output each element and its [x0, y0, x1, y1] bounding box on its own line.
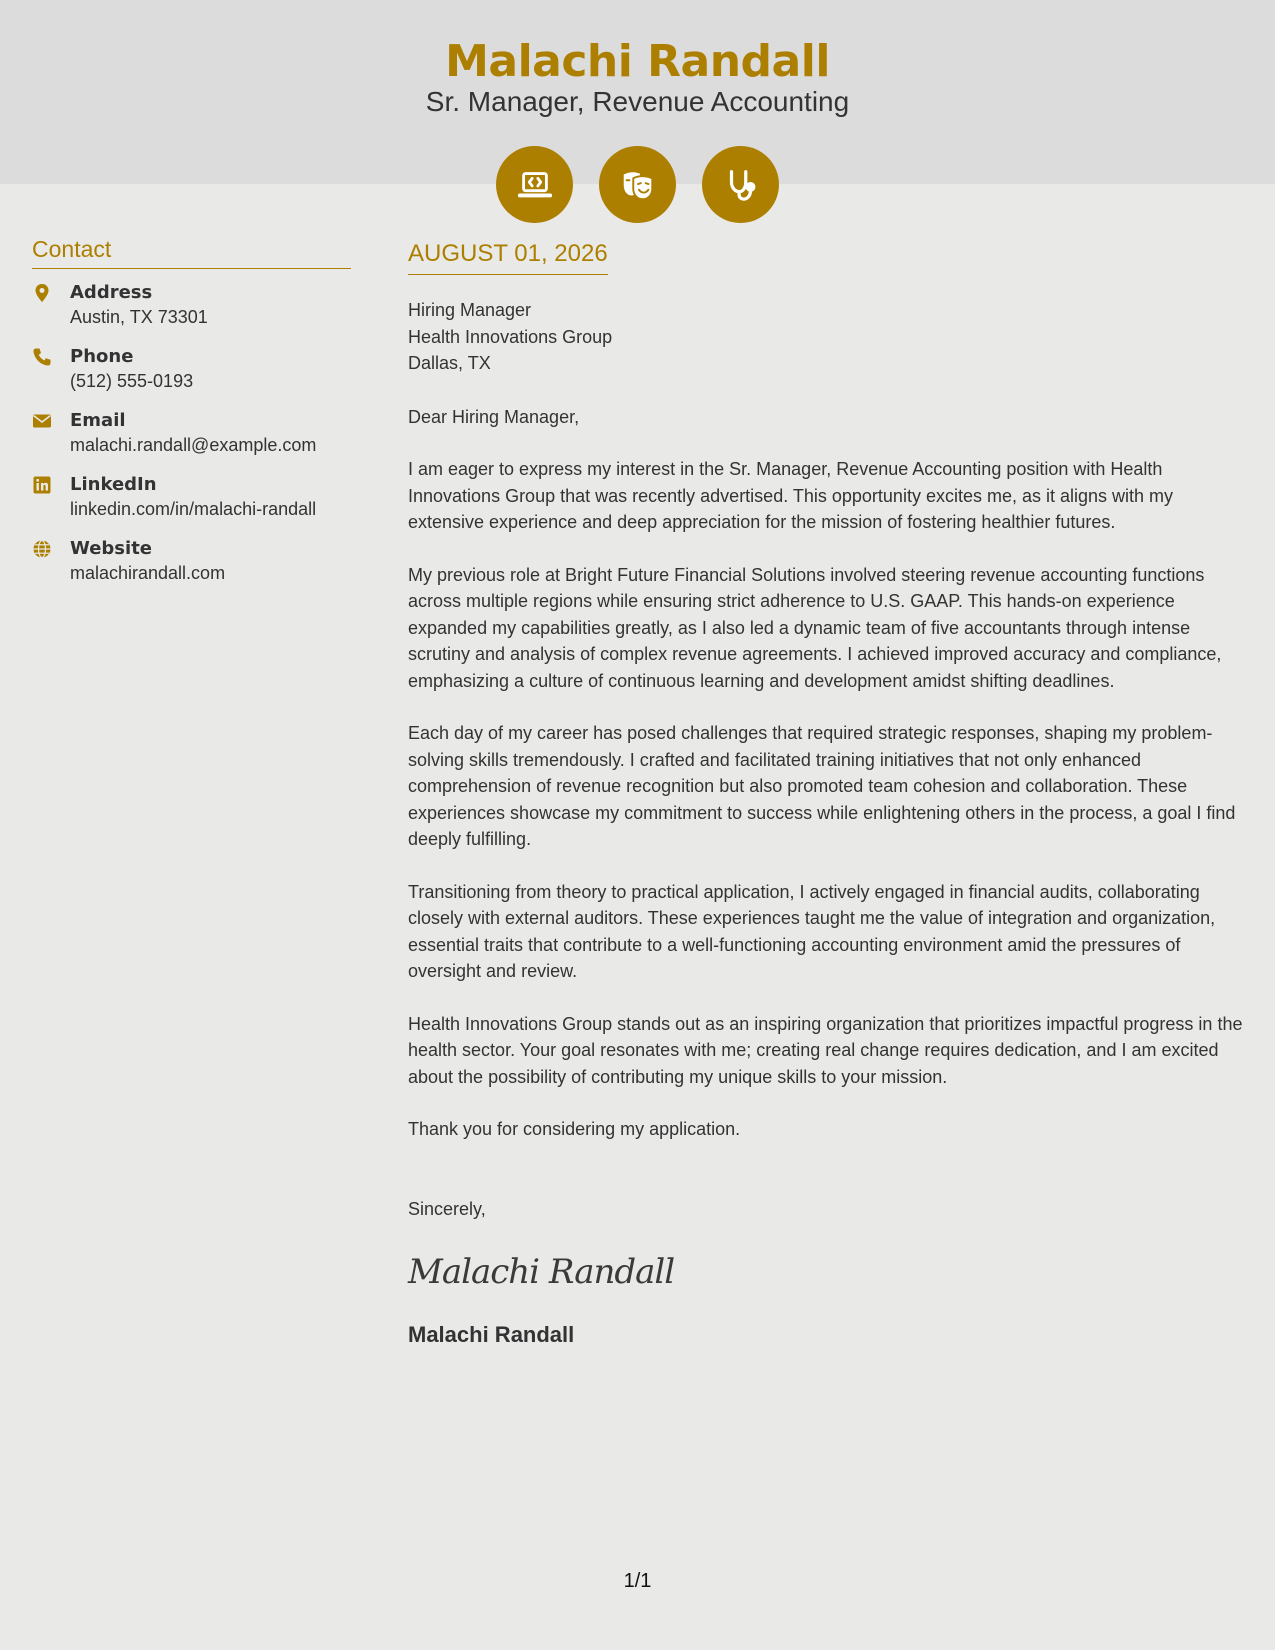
letter-paragraph: I am eager to express my interest in the Sr. Manager, Revenue Accounting position with Health Innovations Group that was recently advertised. This opportunity excites me, as it aligns with my extensive experience and deep appreciation for the mission of fostering healthier futures. [408, 459, 1174, 532]
letter-body [408, 240, 1246, 1348]
closing: Sincerely, [408, 1198, 486, 1219]
header-band [0, 0, 1275, 184]
interest-icons [0, 146, 1275, 223]
recipient-line: Hiring Manager [408, 300, 532, 320]
contact-label: Email [70, 410, 126, 431]
stethoscope-icon [702, 146, 779, 223]
contact-list [32, 281, 351, 585]
letter-date: AUGUST 01, 2026 [408, 240, 608, 275]
contact-item-linkedin [32, 473, 351, 521]
signer-name: Malachi Randall [408, 1322, 575, 1347]
theater-masks-icon [599, 146, 676, 223]
handwritten-signature: Malachi Randall [408, 1252, 675, 1292]
linkedin-icon [32, 473, 70, 521]
contact-heading: Contact [32, 236, 351, 269]
laptop-code-icon [496, 146, 573, 223]
contact-label: Website [70, 538, 153, 559]
contact-item-email [32, 409, 351, 457]
contact-label: Address [70, 282, 153, 303]
job-title: Sr. Manager, Revenue Accounting [425, 86, 850, 117]
recipient-block [408, 297, 1246, 377]
contact-sidebar [32, 236, 351, 601]
applicant-name: Malachi Randall [445, 36, 830, 87]
envelope-icon [32, 409, 70, 457]
letter-paragraph: Health Innovations Group stands out as an inspiring organization that prioritizes impactful progress in the health sector. Your goal resonates with me; creating real change requires dedication, and I am excited about the possibility of contributing my unique skills to your mission. [408, 1013, 1243, 1087]
letter-paragraph: My previous role at Bright Future Financial Solutions involved steering revenue accounting functions across multiple regions while ensuring strict adherence to U.S. GAAP. This hands-on experience expanded my capabilities greatly, as I also led a dynamic team of five accountants through intense scrutiny and analysis of complex revenue agreements. I achieved improved accuracy and compliance, emphasizing a culture of continuous learning and development amidst shifting deadlines. [408, 564, 1222, 691]
contact-value: malachirandall.com [70, 563, 226, 583]
phone-icon [32, 345, 70, 393]
contact-label: LinkedIn [70, 474, 157, 495]
letter-paragraph: Thank you for considering my application. [408, 1119, 741, 1139]
contact-item-address [32, 281, 351, 329]
contact-item-phone [32, 345, 351, 393]
contact-value: Austin, TX 73301 [70, 307, 208, 327]
letter-paragraph: Transitioning from theory to practical application, I actively engaged in financial audits, collaborating closely with external auditors. These experiences taught me the value of integration and organization, essential traits that contribute to a well-functioning accounting environment amid the pressures of oversight and review. [408, 881, 1216, 981]
recipient-line: Health Innovations Group [408, 326, 613, 347]
contact-value: malachi.randall@example.com [70, 435, 317, 455]
globe-icon [32, 537, 70, 585]
map-pin-icon [32, 281, 70, 329]
contact-value: linkedin.com/in/malachi-randall [70, 499, 317, 519]
contact-label: Phone [70, 346, 134, 367]
contact-item-website [32, 537, 351, 585]
letter-paragraph: Each day of my career has posed challenges that required strategic responses, shaping my problem-solving skills tremendously. I crafted and facilitated training initiatives that not only enhanced comprehension of revenue recognition but also promoted team cohesion and collaboration. These experiences showcase my commitment to success while enlightening others in the process, a goal I find deeply fulfilling. [408, 723, 1236, 849]
page-number: 1/1 [623, 1570, 652, 1592]
recipient-line: Dallas, TX [408, 353, 491, 373]
salutation: Dear Hiring Manager, [408, 406, 580, 427]
contact-value: (512) 555-0193 [70, 371, 194, 391]
